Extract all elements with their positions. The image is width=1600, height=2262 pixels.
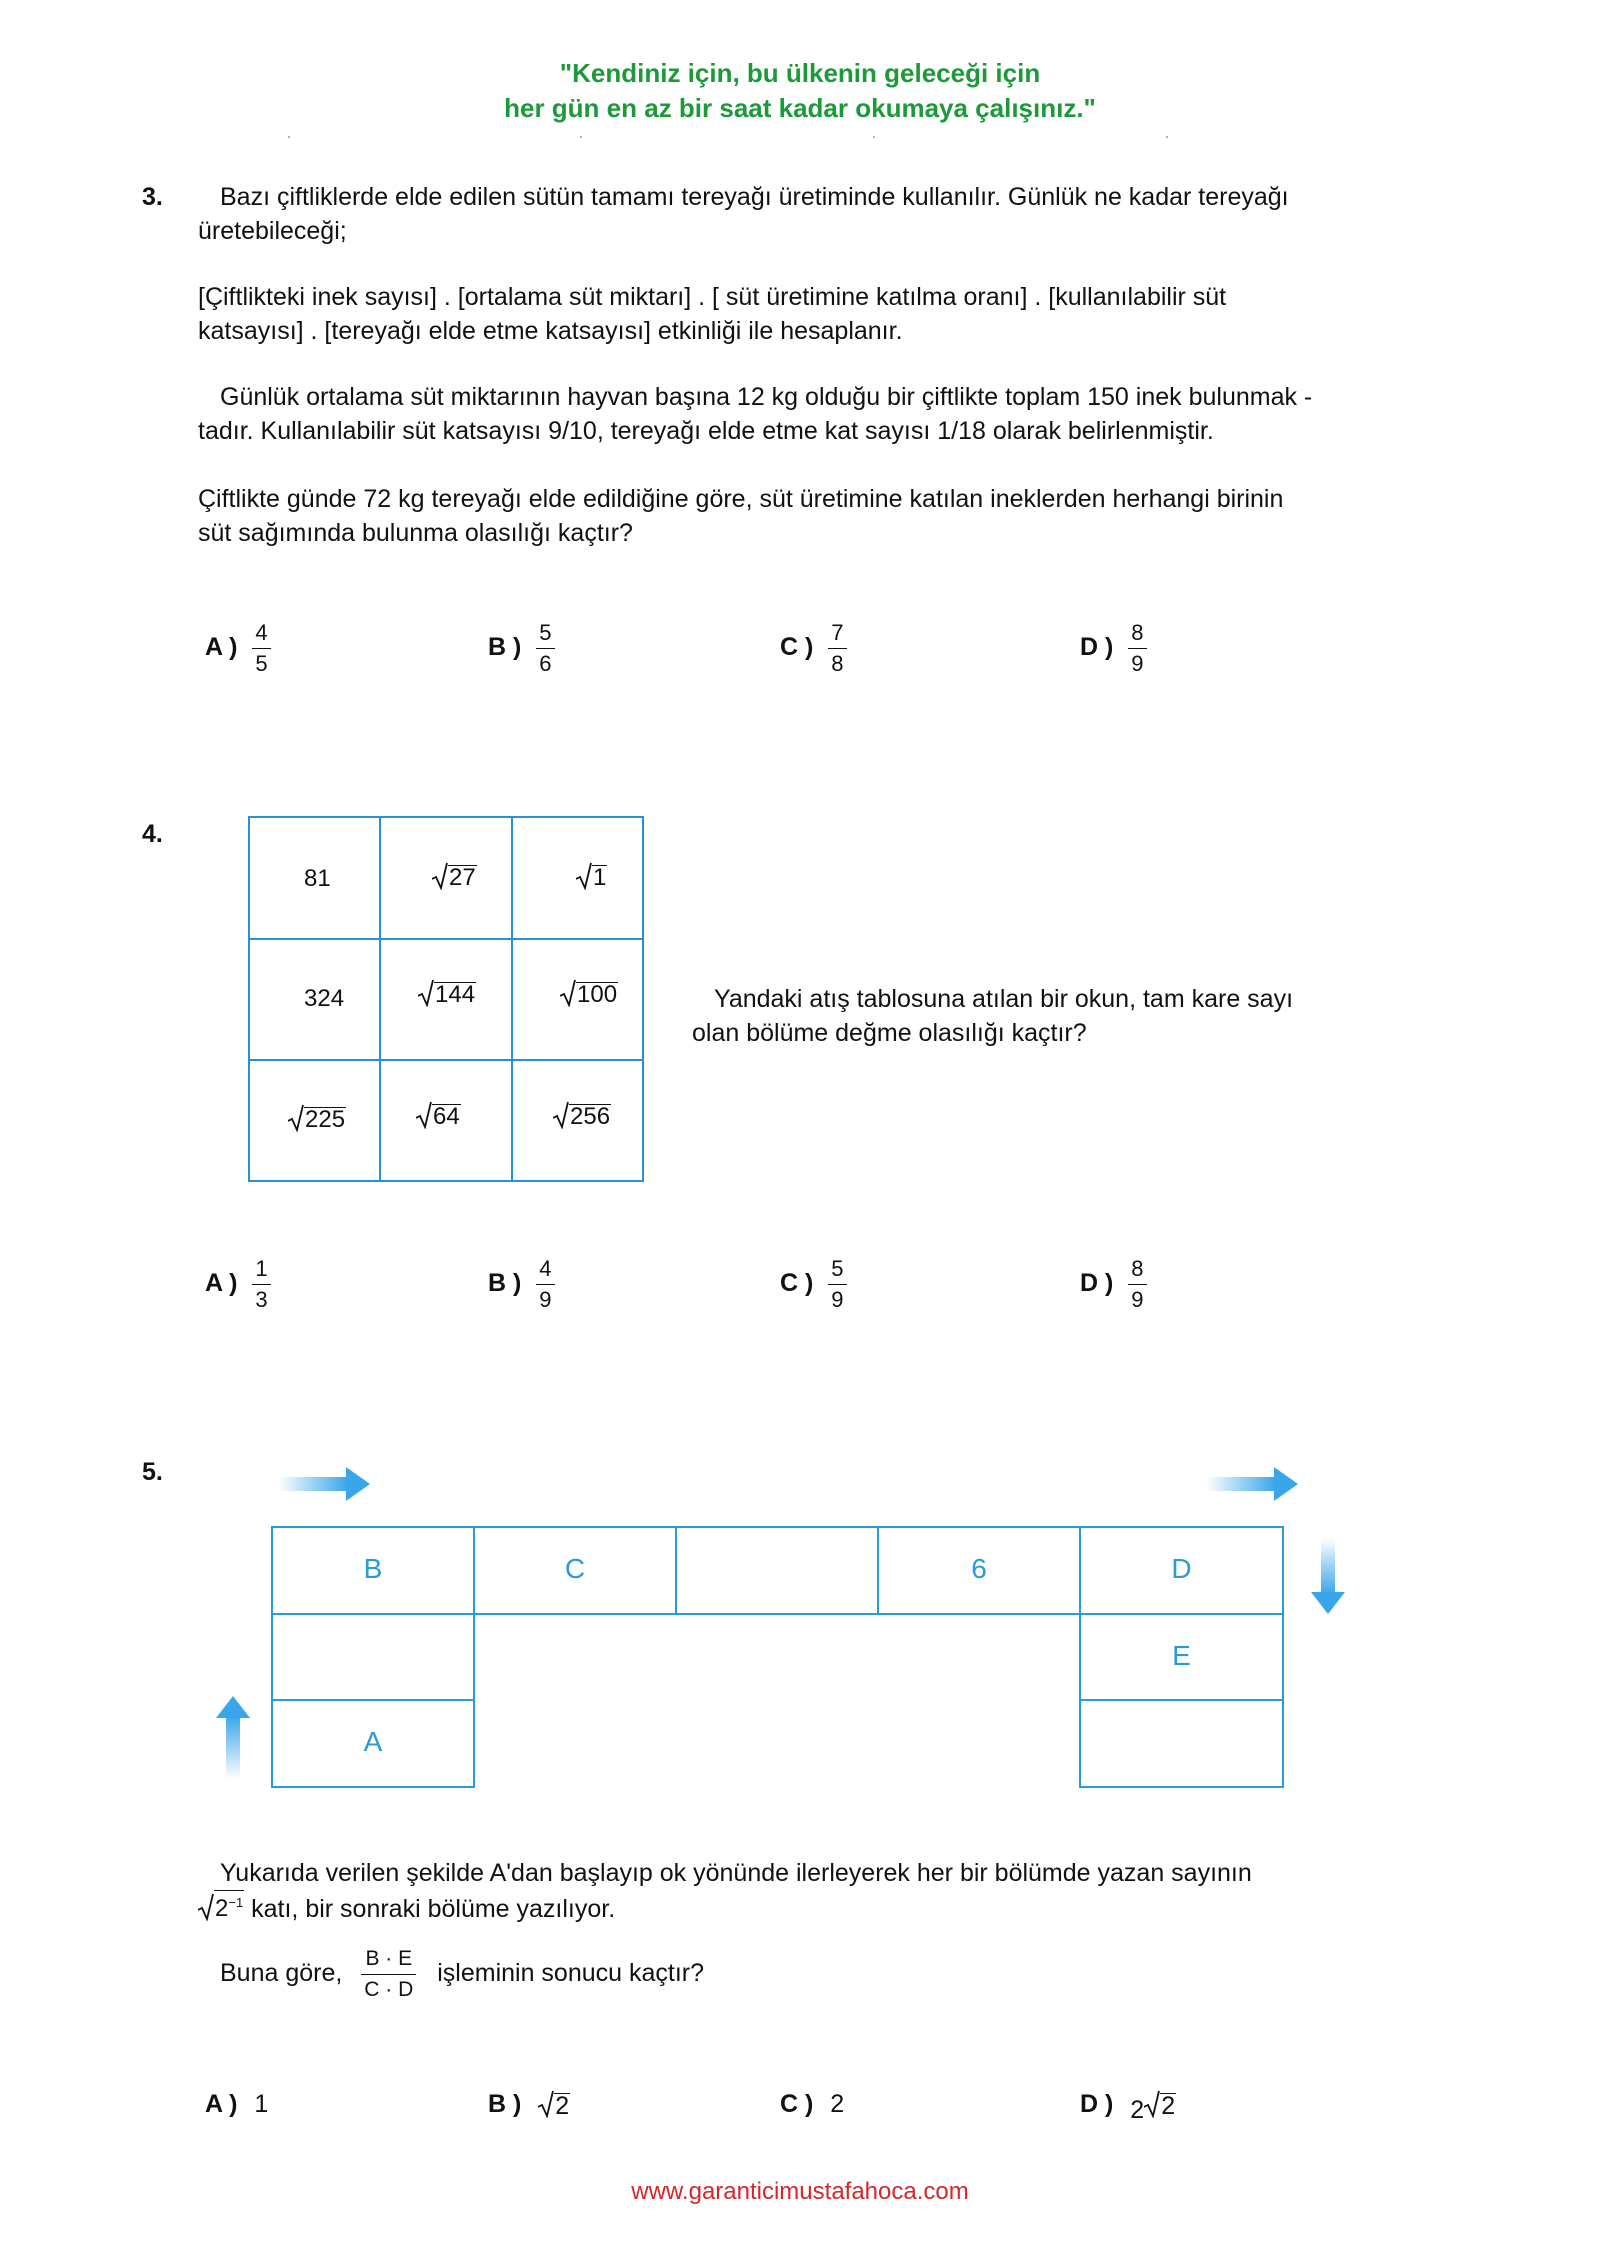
root-exponent: −1 — [228, 1895, 244, 1910]
grid-cell-8 — [416, 1101, 461, 1136]
q3-option-a[interactable] — [205, 620, 271, 677]
q5-option-b[interactable] — [488, 2090, 570, 2119]
cell-c — [473, 1526, 677, 1615]
option-letter: B ) — [488, 2090, 522, 2118]
q3-option-b[interactable] — [488, 620, 555, 677]
arrow-right-icon — [278, 1467, 370, 1501]
root-base: 2 — [215, 1895, 229, 1922]
motto-line-1: "Kendiniz için, bu ülkenin geleceği için — [559, 58, 1041, 88]
option-letter: D ) — [1080, 2090, 1114, 2118]
radicand: 256 — [570, 1103, 611, 1130]
q3-p2-line2: katsayısı] . [tereyağı elde etme katsayısı] etkinliği ile hesaplanır. — [198, 317, 903, 345]
option-letter: B ) — [488, 633, 522, 662]
q4-option-b[interactable] — [488, 1256, 555, 1313]
q3-option-d[interactable] — [1080, 620, 1147, 677]
expression-denominator: C · D — [364, 1978, 414, 2001]
option-numerator: 5 — [536, 620, 554, 649]
question-3-paragraph-1 — [198, 180, 1478, 248]
q3-p1-line1: Bazı çiftliklerde elde edilen sütün tamamı tereyağı üretiminde kullanılır. Günlük ne kadar tereyağı — [220, 183, 1289, 211]
grid-cell-1: 81 — [304, 865, 331, 892]
cell-6 — [877, 1526, 1081, 1615]
grid-cell-6 — [560, 979, 618, 1014]
grid-cell-4: 324 — [304, 985, 345, 1012]
question-4-text — [692, 982, 1392, 1050]
q3-p3-line1: Günlük ortalama süt miktarının hayvan başına 12 kg olduğu bir çiftlikte toplam 150 inek bulunmak - — [220, 383, 1313, 411]
option-letter: D ) — [1080, 1269, 1114, 1298]
option-letter: D ) — [1080, 633, 1114, 662]
option-value: 2 — [830, 2090, 845, 2118]
q4-text-line1: Yandaki atış tablosuna atılan bir okun, tam kare sayı — [714, 985, 1294, 1013]
option-letter: C ) — [780, 1269, 814, 1298]
option-numerator: 5 — [828, 1256, 846, 1285]
option-letter: C ) — [780, 633, 814, 662]
cell-b — [271, 1526, 475, 1615]
radicand: 64 — [433, 1103, 460, 1130]
cell-blank — [675, 1526, 879, 1615]
q5-option-a[interactable] — [205, 2090, 268, 2119]
q3-p1-line2: üretebileceği; — [198, 217, 347, 245]
option-denominator: 8 — [831, 651, 844, 676]
radicand: 1 — [593, 864, 607, 891]
radicand: 225 — [305, 1106, 346, 1133]
grid-cell-7 — [288, 1104, 346, 1139]
label-c: C — [564, 1553, 586, 1584]
option-denominator: 5 — [255, 651, 268, 676]
option-coefficient: 2 — [1130, 2096, 1145, 2124]
q5-option-d[interactable] — [1080, 2090, 1176, 2125]
radicand: 144 — [435, 981, 476, 1008]
cell-a — [271, 1699, 475, 1788]
option-numerator: 4 — [252, 620, 270, 649]
q4-option-a[interactable] — [205, 1256, 271, 1313]
option-denominator: 9 — [831, 1287, 844, 1312]
option-numerator: 4 — [536, 1256, 554, 1285]
arrow-right-icon — [1206, 1467, 1298, 1501]
q4-option-c[interactable] — [780, 1256, 847, 1313]
motto — [0, 56, 1600, 126]
ask-prefix: Buna göre, — [220, 1959, 343, 1988]
cell-right-bottom — [1079, 1699, 1284, 1788]
label-d: D — [1171, 1553, 1192, 1584]
question-5-number: 5. — [142, 1458, 163, 1486]
option-numerator: 8 — [1128, 620, 1146, 649]
option-numerator: 1 — [252, 1256, 270, 1285]
option-letter: A ) — [205, 2090, 238, 2118]
cell-d — [1079, 1526, 1284, 1615]
label-e: E — [1172, 1640, 1191, 1671]
arrow-down-icon — [1311, 1538, 1345, 1614]
option-denominator: 3 — [255, 1287, 268, 1312]
option-denominator: 9 — [1131, 1287, 1144, 1312]
option-numerator: 7 — [828, 620, 846, 649]
arrow-up-icon — [216, 1696, 250, 1780]
label-a: A — [363, 1726, 383, 1757]
question-5-text — [198, 1856, 1498, 1926]
option-letter: B ) — [488, 1269, 522, 1298]
option-letter: C ) — [780, 2090, 814, 2118]
q5-text-line2 — [198, 1890, 1498, 1926]
question-3-paragraph-4 — [198, 482, 1498, 550]
ask-suffix: işleminin sonucu kaçtır? — [437, 1959, 705, 1988]
label-6: 6 — [971, 1553, 987, 1584]
radicand: 2 — [1161, 2092, 1176, 2120]
footer-link[interactable]: www.garanticimustafahoca.com — [631, 2178, 969, 2205]
radicand: 27 — [449, 864, 476, 891]
q3-p4-line1: Çiftlikte günde 72 kg tereyağı elde edildiğine göre, süt üretimine katılan ineklerden herhangi birinin — [198, 485, 1284, 513]
radicand: 100 — [577, 981, 618, 1008]
expression-fraction — [361, 1946, 416, 2003]
q4-text-line2: olan bölüme değme olasılığı kaçtır? — [692, 1019, 1087, 1047]
q5-text-line1: Yukarıda verilen şekilde A'dan başlayıp ok yönünde ilerleyerek her bir bölümde yazan sayının — [220, 1859, 1252, 1887]
radicand: 2 — [555, 2092, 570, 2120]
option-value: 1 — [254, 2090, 269, 2118]
option-letter: A ) — [205, 1269, 238, 1298]
cell-e — [1079, 1613, 1284, 1701]
option-denominator: 9 — [539, 1287, 552, 1312]
grid-cell-2 — [432, 862, 477, 897]
dartboard-grid — [248, 816, 644, 1182]
q5-option-c[interactable] — [780, 2090, 844, 2119]
option-letter: A ) — [205, 633, 238, 662]
q3-p4-line2: süt sağımında bulunma olasılığı kaçtır? — [198, 519, 633, 547]
question-5-ask — [220, 1946, 1220, 2003]
dot-separator — [0, 136, 1600, 142]
root-expression — [198, 1890, 244, 1921]
grid-cell-9 — [553, 1101, 611, 1136]
q3-p3-line2: tadır. Kullanılabilir süt katsayısı 9/10, tereyağı elde etme kat sayısı 1/18 olarak belirlenmiştir. — [198, 417, 1214, 445]
option-numerator: 8 — [1128, 1256, 1146, 1285]
motto-line-2: her gün en az bir saat kadar okumaya çalışınız." — [504, 93, 1096, 123]
q3-option-c[interactable] — [780, 620, 847, 677]
expression-numerator: B · E — [361, 1946, 416, 1975]
q5-text-line2-rest: katı, bir sonraki bölüme yazılıyor. — [244, 1895, 616, 1923]
cell-left-middle — [271, 1613, 475, 1701]
option-denominator: 9 — [1131, 651, 1144, 676]
question-4-number: 4. — [142, 820, 163, 848]
grid-cell-3 — [576, 862, 607, 897]
question-3-number: 3. — [142, 183, 163, 211]
option-denominator: 6 — [539, 651, 552, 676]
q4-option-d[interactable] — [1080, 1256, 1147, 1313]
question-3-paragraph-3 — [198, 380, 1498, 448]
q3-p2-line1: [Çiftlikteki inek sayısı] . [ortalama süt miktarı] . [ süt üretimine katılma oranı] . [kullanılabilir süt — [198, 283, 1227, 311]
question-3-paragraph-2 — [198, 280, 1478, 348]
grid-cell-5 — [418, 979, 476, 1014]
label-b: B — [363, 1553, 383, 1584]
